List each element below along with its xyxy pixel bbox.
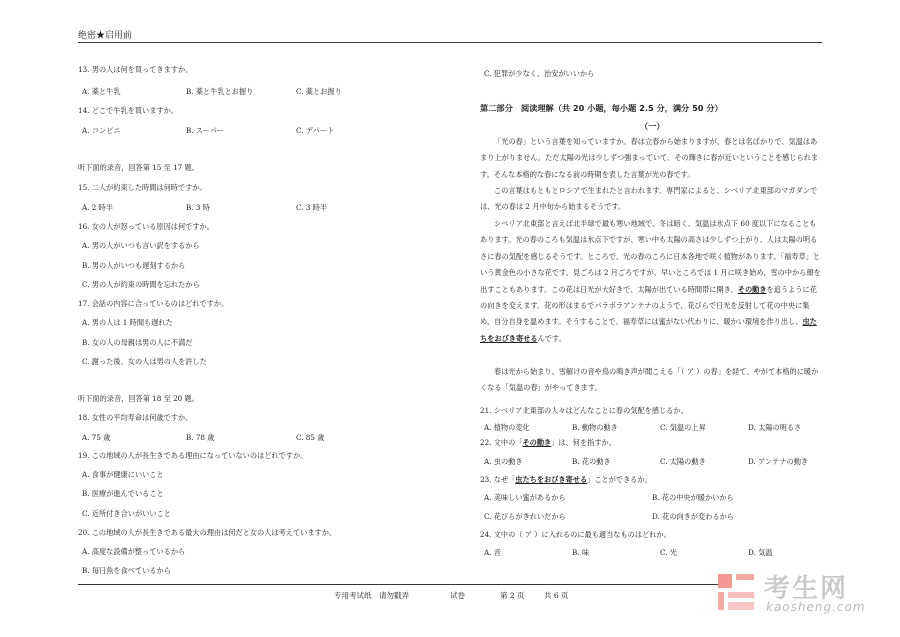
q24-option-d: D. 気温 (748, 548, 773, 557)
logo-url-text: kaosheng.com (766, 600, 866, 614)
underlined-mushitachi: 虫たちをおびき寄せる (480, 317, 817, 343)
passage-paragraph-1: 「光の春」という言葉を知っていますか。春は立春から始まりますが、春とは名ばかりで、気温はあまり上がりません。ただ太陽の光は少しずつ強まっていて、その輝きに春が近いということを感じられます。そんな本格的な春になる前の時期を表した言葉が光の春です。 (480, 137, 819, 179)
q16-option-b: B. 男の人がいつも遅刻するから (82, 261, 186, 270)
q22-option-b: B. 花の動き (572, 457, 611, 466)
q13-option-b: B. 薬と牛乳とお握り (186, 87, 254, 96)
p3-part-3: んです。 (537, 333, 566, 343)
q15-option-b: B. 3 時 (186, 203, 210, 212)
q21-option-d: D. 太陽の明るさ (748, 423, 802, 432)
q14-option-b: B. スーパー (186, 126, 224, 135)
q20-option-c: C. 犯罪が少なく、治安がいいから (484, 69, 595, 78)
q23-option-c: C. 花びらがきれいだから (484, 512, 566, 521)
q23-underlined: 虫たちをおびき寄せる (515, 475, 588, 484)
q21-text: 21. シベリア北東部の人々はどんなことに春の気配を感じるか。 (480, 406, 688, 415)
footer-exam-note: 专用考试纸 请勿戳弄 (334, 591, 409, 600)
q22-option-c: C. 太陽の動き (660, 457, 706, 466)
logo-chinese-text: 考生网 (764, 574, 849, 604)
q16-option-a: A. 男の人がいつも言い訳をするから (82, 241, 200, 250)
q19-option-c: C. 近所付き合いがいいこと (82, 509, 171, 518)
q23-option-b: B. 花の中央が暖かいから (652, 493, 734, 502)
q14-option-a: A. コンビニ (82, 126, 121, 135)
q14-text: 14. どこで牛乳を買いますか。 (78, 106, 178, 115)
q14-option-c: C. デパート (296, 126, 335, 135)
q19-text: 19. この地域の人が長生きである理由になっていないのはどれですか。 (78, 451, 308, 460)
q20-option-a: A. 高度な設備が整っているから (82, 547, 186, 556)
q22-option-d: D. アンテナの動き (748, 457, 809, 466)
confidential-label: 绝密★启用前 (78, 31, 133, 41)
logo-mark-icon (716, 572, 756, 612)
q16-text: 16. 女の人が怒っている原因は何ですか。 (78, 222, 214, 231)
p3-part-1: シベリア北東部と言えば北半球で最も寒い地域で、冬は暗く、気温は氷点下 60 度以下になることもあります。光の春のころも気温は氷点下ですが、寒い中も太陽の高さは少しずつ上がり、人は太陽の明るさに春の気配を感じるそうです。ところで、光の春のころに日本各地で咲く植物があります。「福寿草」という黄金色の小さな花です。見ごろは 2 月ごろですが、早いところでは 1 月に咲き始め、雪の中から顔を出すこともあります。この花は日光が大好きで、太陽が出ている時間帯に開き、 (480, 219, 821, 294)
q13-option-c: C. 薬とお握り (296, 87, 342, 96)
q19-option-b: B. 医療が進んでいること (82, 489, 164, 498)
q18-option-a: A. 75 歳 (82, 433, 111, 442)
q23-option-d: D. 花の向きが変わるから (652, 512, 734, 521)
q24-option-c: C. 光 (660, 548, 677, 557)
q20-option-b: B. 毎日魚を食べているから (82, 566, 171, 575)
passage-number: （一） (640, 121, 665, 131)
q18-option-c: C. 85 歳 (296, 433, 325, 442)
q17-option-a: A. 男の人は 1 時間も遅れた (82, 318, 173, 327)
footer-page-number: 第 2 页 (500, 591, 525, 600)
q23-text-post: 」ことができるか。 (587, 475, 652, 484)
q19-option-a: A. 食事が健康にいいこと (82, 470, 164, 479)
q23-text-pre: 23. なぜ「 (480, 475, 516, 484)
q13-text: 13. 男の人は何を買ってきますか。 (78, 65, 193, 74)
q23-option-a: A. 美味しい蜜があるから (484, 493, 566, 502)
underlined-sono-ugoki: その動き (737, 284, 767, 294)
listening-intro-1: 听下面的录音，回答第 15 至 17 题。 (78, 163, 199, 172)
header-rule (78, 42, 822, 43)
p3-part-2: を追うように花の向きを変えます。花の形はまるでパラボラアンテナのようで、花びらで日光を反射して花の中央に集め、自分自身を温めます。そうすることで、福寿草には蜜がない代わりに、暖かい環境を作り出し、 (480, 284, 817, 327)
q22-text-pre: 22. 文中の「 (480, 438, 523, 447)
q17-text: 17. 会話の内容に合っているのはどれですか。 (78, 299, 229, 308)
q21-option-b: B. 動物の動き (572, 423, 618, 432)
listening-intro-2: 听下面的录音，回答第 18 至 20 题。 (78, 394, 199, 403)
q18-option-b: B. 78 歳 (186, 433, 215, 442)
q24-text: 24. 文中の（ ア ）に入れるのに最も適当なものはどれか。 (480, 530, 671, 539)
q22-text-post: 」は、何を指すか。 (551, 438, 616, 447)
q15-option-c: C. 3 時半 (296, 203, 328, 212)
q20-text: 20. この地域の人が長生きである最大の理由は何だと女の人は考えていますか。 (78, 528, 337, 537)
q18-text: 18. 女性の平均寿命は何歳ですか。 (78, 413, 193, 422)
q23-text (480, 476, 652, 483)
q22-underlined: その動き (522, 438, 552, 447)
q17-option-b: B. 女の人の母親は男の人に不満だ (82, 338, 193, 347)
footer-page-total: 共 6 页 (544, 591, 569, 600)
footer-paper-label: 试卷 (450, 591, 465, 600)
passage-paragraph-4: 春は光から始まり、雪解けの音や鳥の鳴き声が聞こえる「（ ア ）の春」を経て、やがて本格的に暖かくなる「気温の春」がやってきます。 (480, 367, 819, 393)
q24-option-b: B. 味 (572, 548, 590, 557)
q16-option-c: C. 男の人が約束の時間を忘れたから (82, 280, 200, 289)
q15-text: 15. 二人が約束した時間は何時ですか。 (78, 183, 207, 192)
q13-option-a: A. 薬と牛乳 (82, 87, 121, 96)
q24-option-a: A. 音 (484, 548, 501, 557)
q21-option-a: A. 植物の変化 (484, 423, 530, 432)
kaosheng-logo (716, 566, 876, 626)
q17-option-c: C. 謝った後、女の人は男の人を許した (82, 357, 207, 366)
section-title: 第二部分 阅读理解（共 20 小题，每小题 2.5 分，满分 50 分） (480, 103, 723, 113)
passage-paragraph-3 (480, 216, 822, 347)
q15-option-a: A. 2 時半 (82, 203, 113, 212)
q21-option-c: C. 気温の上昇 (660, 423, 706, 432)
footer-rule (78, 584, 718, 585)
passage-paragraph-2: この言葉はもともとロシアで生まれたと言われます。専門家によると、シベリア北東部のマガダンでは、光の春は 2 月中旬から始まるそうです。 (480, 186, 818, 212)
q22-option-a: A. 虫の動き (484, 457, 523, 466)
q22-text (480, 439, 616, 446)
